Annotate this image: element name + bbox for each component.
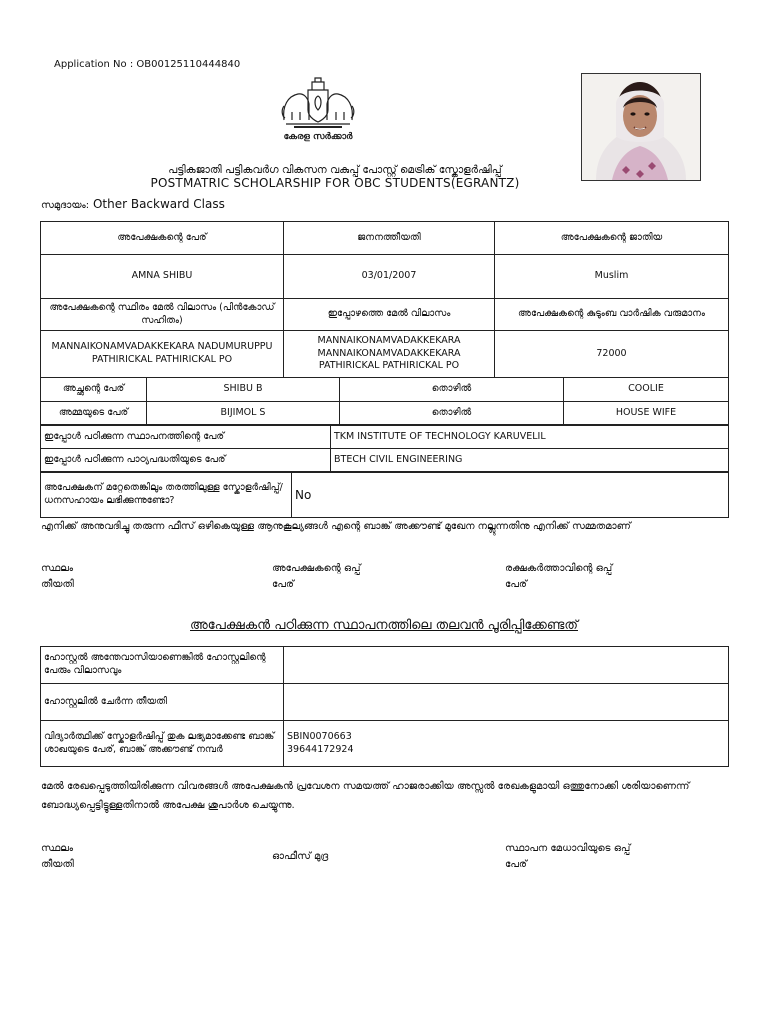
course-name: BTECH CIVIL ENGINEERING (331, 449, 729, 472)
community-label: സമുദായം: (41, 200, 90, 211)
community-value: Other Backward Class (92, 197, 225, 211)
bank-details-label: വിദ്യാർത്ഥിക്ക് സ്കോളർഷിപ്പ് തുക ലഭ്യമാക്കേണ്ട ബാങ്ക് ശാഖയുടെ പേര്, ബാങ്ക് അക്കൗണ്ട് നമ്പർ (41, 721, 284, 767)
father-name: SHIBU B (147, 378, 340, 402)
dob-label: ജനനത്തീയതി (284, 222, 495, 255)
hostel-join-date-label: ഹോസ്റ്റലിൽ ചേർന്ന തീയതി (41, 684, 284, 721)
father-occupation-label: തൊഴിൽ (340, 378, 564, 402)
head-signature-block (505, 841, 630, 872)
current-address: MANNAIKONAMVADAKKEKARA MANNAIKONAMVADAKKEKARA PATHIRICKAL PATHIRICKAL PO (284, 331, 495, 378)
permanent-address: MANNAIKONAMVADAKKEKARA NADUMURUPPU PATHIRICKAL PATHIRICKAL PO (41, 331, 284, 378)
office-seal-label: ഓഫീസ് മുദ്ര (272, 851, 329, 862)
applicant-name-sign-label: പേര് (272, 578, 294, 590)
father-name-label: അച്ഛന്റെ പേര് (41, 378, 147, 402)
current-address-label: ഇപ്പോഴത്തെ മേൽ വിലാസം (284, 299, 495, 331)
applicant-photo (581, 73, 701, 181)
applicant-details-table (40, 221, 729, 378)
application-number: Application No : OB00125110444840 (54, 59, 241, 70)
applicant-signature-label: അപേക്ഷകന്റെ ഒപ്പ് (272, 563, 361, 574)
community-line (41, 197, 225, 211)
mother-occupation: HOUSE WIFE (564, 402, 729, 425)
guardian-signature-label: രക്ഷകർത്താവിന്റെ ഒപ്പ് (505, 563, 613, 574)
place-label: സ്ഥലം (41, 563, 74, 574)
applicant-dob: 03/01/2007 (284, 255, 495, 299)
mother-occupation-label: തൊഴിൽ (340, 402, 564, 425)
form-title-malayalam: പട്ടികജാതി പട്ടികവർഗ വികസന വകുപ്പ് പോസ്റ്റ് മെട്രിക് സ്കോളർഷിപ്പ് (168, 164, 502, 176)
consent-statement: എനിക്ക് അനുവദിച്ചു തരുന്ന ഫീസ് ഒഴികെയുള്ള ആനുകൂല്യങ്ങൾ എന്റെ ബാങ്ക് അക്കൗണ്ട് മുഖേന നല്ലുന്നതിനു എനിക്ക് സമ്മതമാണ് (41, 521, 631, 532)
bank-details-value (284, 721, 729, 767)
head-name-sign-label: പേര് (505, 858, 527, 870)
applicant-caste: Muslim (495, 255, 729, 299)
other-scholarship-table (40, 472, 729, 518)
institution-label: ഇപ്പോൾ പഠിക്കുന്ന സ്ഥാപനത്തിന്റെ പേര് (41, 426, 331, 449)
parents-table (40, 377, 729, 425)
emblem-caption: കേരള സർക്കാർ (283, 132, 353, 142)
institution-head-table (40, 646, 729, 767)
form-title-english: POSTMATRIC SCHOLARSHIP FOR OBC STUDENTS(EGRANTZ) (150, 176, 520, 190)
family-income-label: അപേക്ഷകന്റെ കുടുംബ വാർഷിക വരുമാനം (495, 299, 729, 331)
place-date-block (41, 561, 74, 592)
course-label: ഇപ്പോൾ പഠിക്കുന്ന പാഠ്യപദ്ധതിയുടെ പേര് (41, 449, 331, 472)
date-label-2: തീയതി (41, 858, 74, 870)
date-label: തീയതി (41, 578, 74, 590)
guardian-signature-block (505, 561, 612, 592)
mother-name-label: അമ്മയുടെ പേര് (41, 402, 147, 425)
applicant-name: AMNA SHIBU (41, 255, 284, 299)
institution-name: TKM INSTITUTE OF TECHNOLOGY KARUVELIL (331, 426, 729, 449)
name-label: അപേക്ഷകന്റെ പേര് (41, 222, 284, 255)
bank-ifsc: SBIN0070663 (287, 730, 352, 742)
institution-section-title: അപേക്ഷകൻ പഠിക്കുന്ന സ്ഥാപനത്തിലെ തലവൻ പൂരിപ്പിക്കേണ്ടത് (190, 618, 578, 633)
place-label-2: സ്ഥലം (41, 843, 74, 854)
family-income: 72000 (495, 331, 729, 378)
mother-name: BIJIMOL S (147, 402, 340, 425)
study-table (40, 425, 729, 472)
hostel-value (284, 647, 729, 684)
verification-remarks: മേൽ രേഖപ്പെടുത്തിയിരിക്കുന്ന വിവരങ്ങൾ അപേക്ഷകൻ പ്രവേശന സമയത്ത് ഹാജരാക്കിയ അസ്സൽ രേഖകളുമായി ഒത്തുനോക്കി ശരിയാണെന്ന് ബോദ്ധ്യപ്പെട്ടിട്ടുള്ളതിനാൽ അപേക്ഷ ശുപാർശ ചെയ്യുന്നു. (41, 781, 690, 811)
kerala-emblem-icon (280, 76, 356, 132)
guardian-name-sign-label: പേര് (505, 578, 527, 590)
father-occupation: COOLIE (564, 378, 729, 402)
head-signature-label: സ്ഥാപന മേധാവിയുടെ ഒപ്പ് (505, 843, 631, 854)
other-scholarship-value: No (292, 473, 729, 518)
hostel-label: ഹോസ്റ്റൽ അന്തേവാസിയാണെങ്കിൽ ഹോസ്റ്റലിന്റെ പേരും വിലാസവും (41, 647, 284, 684)
caste-label: അപേക്ഷകന്റെ ജാതിയ (495, 222, 729, 255)
place-date-block-2 (41, 841, 74, 872)
applicant-signature-block (272, 561, 361, 592)
bank-account-number: 39644172924 (287, 743, 354, 755)
hostel-join-date-value (284, 684, 729, 721)
permanent-address-label: അപേക്ഷകന്റെ സ്ഥിരം മേൽ വിലാസം (പിൻകോഡ് സഹിതം) (41, 299, 284, 331)
other-scholarship-label: അപേക്ഷകന് മറ്റേതെങ്കിലും തരത്തിലുള്ള സ്കോളർഷിപ്പ്/ധനസഹായം ലഭിക്കുന്നുണ്ടോ? (41, 473, 292, 518)
